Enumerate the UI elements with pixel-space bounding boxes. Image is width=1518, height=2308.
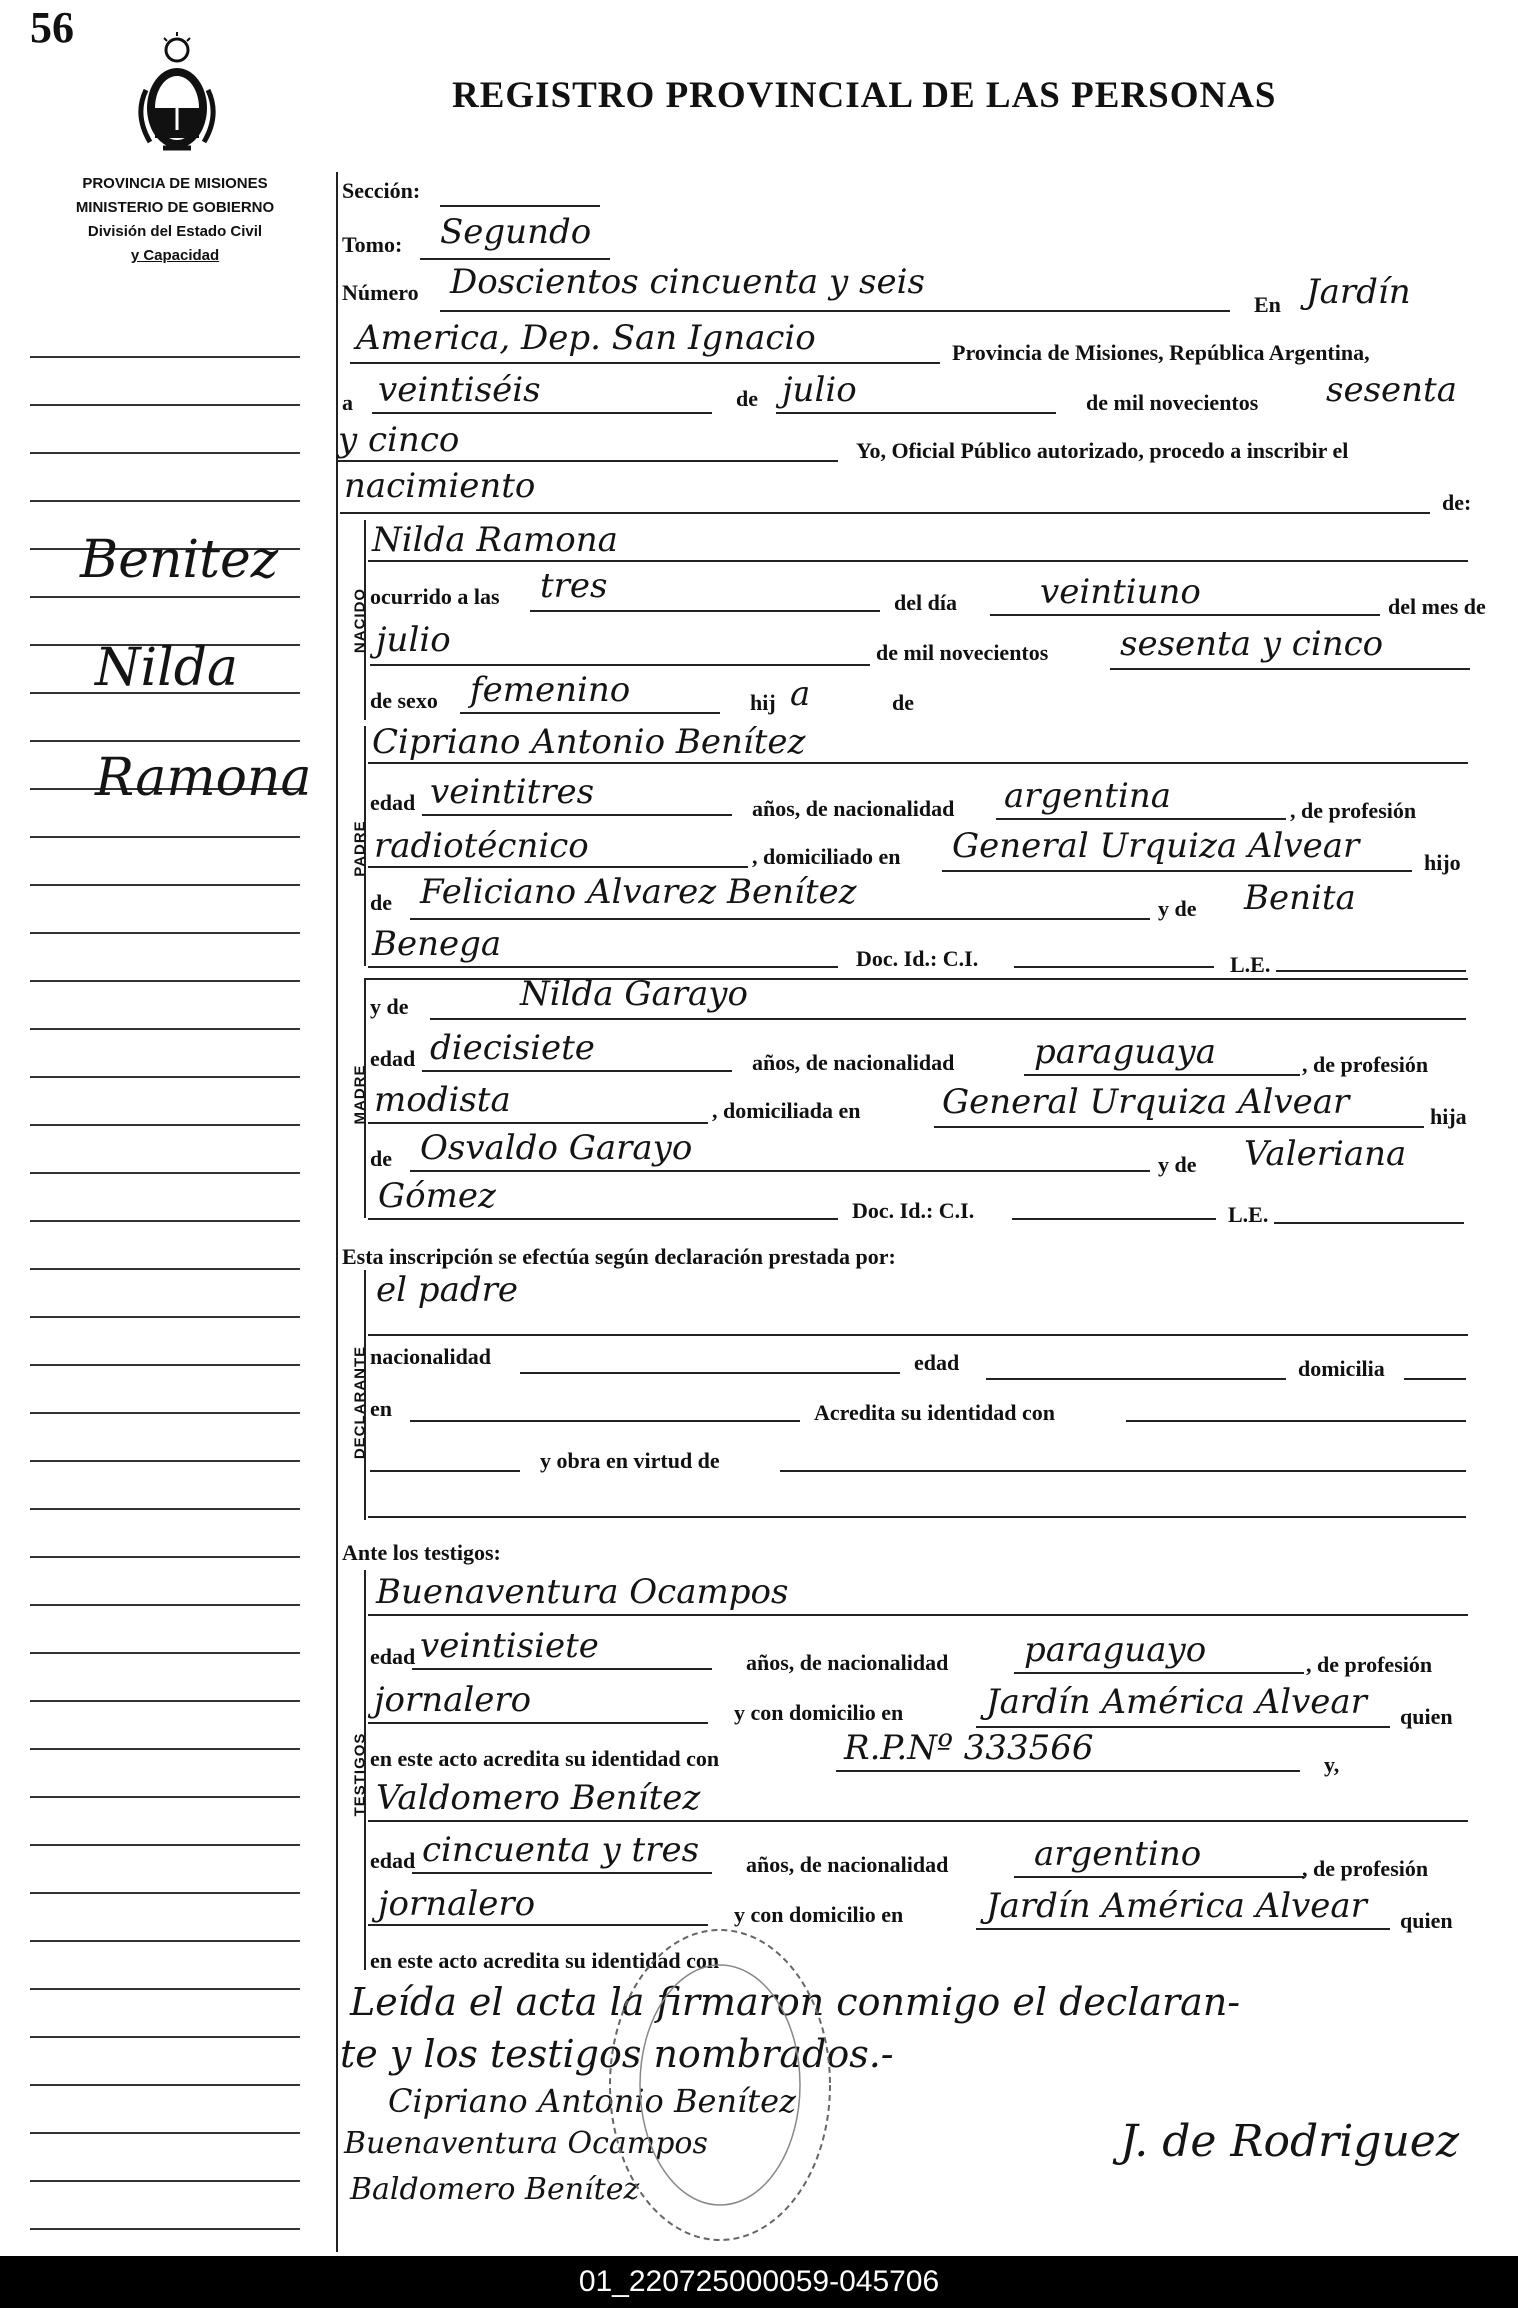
ante-testigos-label: Ante los testigos: xyxy=(342,1540,501,1565)
en-value: Jardín xyxy=(1306,272,1411,312)
t2-dom-value: Jardín América Alvear xyxy=(986,1886,1367,1926)
padre-nombre-value: Cipriano Antonio Benítez xyxy=(372,722,806,762)
coat-of-arms-icon xyxy=(128,30,226,160)
t2-acredita-label: en este acto acredita su identidad con xyxy=(370,1948,720,1973)
t2-edad-value: cincuenta y tres xyxy=(422,1830,700,1870)
document-id-footer: 01_220725000059-045706 xyxy=(0,2256,1518,2308)
t2-edad-label: edad xyxy=(370,1848,416,1873)
madre-de-label: de xyxy=(370,1146,392,1171)
padre-dom-label: , domiciliado en xyxy=(752,844,901,869)
tomo-label: Tomo: xyxy=(342,232,403,257)
declarante-en-label: en xyxy=(370,1396,392,1421)
padre-madre1-value: Benita xyxy=(1244,878,1356,918)
anio-nac-value: sesenta y cinco xyxy=(1120,624,1384,664)
en-label: En xyxy=(1254,292,1281,317)
anio1-value: sesenta xyxy=(1326,370,1457,410)
padre-y-de-label: y de xyxy=(1158,896,1197,921)
madre-edad-label: edad xyxy=(370,1046,416,1071)
madre-hija-label: hija xyxy=(1430,1104,1467,1129)
t1-edad-value: veintisiete xyxy=(420,1626,599,1666)
t2-dom-label: y con domicilio en xyxy=(734,1902,904,1927)
t1-prof-value: jornalero xyxy=(374,1680,532,1720)
t2-nombre-value: Valdomero Benítez xyxy=(376,1778,701,1818)
nacido-section-label: NACIDO xyxy=(351,587,369,654)
padre-section-label: PADRE xyxy=(351,820,369,877)
del-mes-label: del mes de xyxy=(1388,594,1486,619)
margin-surname: Benitez xyxy=(80,530,279,590)
seccion-label: Sección: xyxy=(342,178,421,203)
padre-nac-label: años, de nacionalidad xyxy=(752,796,955,821)
madre-nombre-value: Nilda Garayo xyxy=(520,974,748,1014)
hora-value: tres xyxy=(540,566,608,606)
t1-nombre-value: Buenaventura Ocampos xyxy=(376,1572,789,1612)
nombre-value: Nilda Ramona xyxy=(372,520,618,560)
anio2-value: y cinco xyxy=(338,420,460,460)
padre-madre2-value: Benega xyxy=(372,924,502,964)
t1-acredita-label: en este acto acredita su identidad con xyxy=(370,1746,720,1771)
t1-prof-label: , de profesión xyxy=(1306,1652,1433,1677)
madre-dom-label: , domiciliada en xyxy=(712,1098,861,1123)
madre-nac-label: años, de nacionalidad xyxy=(752,1050,955,1075)
acto-value: nacimiento xyxy=(344,466,536,506)
madre-le-label: L.E. xyxy=(1228,1202,1269,1227)
t1-dom-value: Jardín América Alvear xyxy=(986,1682,1367,1722)
de-label: de xyxy=(736,386,758,411)
declarante-value: el padre xyxy=(376,1270,518,1310)
sexo-value: femenino xyxy=(470,670,631,710)
madre-prof-label: , de profesión xyxy=(1302,1052,1429,1077)
padre-dom-value: General Urquiza Alvear xyxy=(952,826,1360,866)
cierre-line-1: Leída el acta la firmaron conmigo el declaran- xyxy=(350,1980,1241,2024)
page-number: 56 xyxy=(30,3,74,52)
signature-testigo1: Buenaventura Ocampos xyxy=(344,2126,708,2161)
declarante-section-label: DECLARANTE xyxy=(351,1345,369,1460)
signature-oficial: J. de Rodriguez xyxy=(1120,2116,1460,2167)
madre-edad-value: diecisiete xyxy=(430,1028,595,1068)
padre-prof-label: , de profesión xyxy=(1290,798,1417,823)
t1-nac-value: paraguayo xyxy=(1024,1630,1207,1670)
t1-doc-value: R.P.Nº 333566 xyxy=(844,1728,1094,1768)
form-left-border xyxy=(336,172,338,2252)
de-colon-label: de: xyxy=(1442,490,1472,515)
t2-prof-label: , de profesión xyxy=(1302,1856,1429,1881)
margin-first-name: Nilda xyxy=(95,638,239,698)
de-sexo-label: de sexo xyxy=(370,688,438,713)
province-label: PROVINCIA DE MISIONES xyxy=(82,175,268,192)
madre-madre1-value: Valeriana xyxy=(1244,1134,1407,1174)
capacity-label: y Capacidad xyxy=(130,247,220,264)
dia-nac-value: veintiuno xyxy=(1040,572,1201,612)
padre-doc-label: Doc. Id.: C.I. xyxy=(856,946,979,971)
mes-value: julio xyxy=(782,370,857,410)
t2-nac-value: argentino xyxy=(1034,1834,1202,1874)
signature-testigo2: Baldomero Benítez xyxy=(350,2172,640,2207)
obra-label: y obra en virtud de xyxy=(540,1448,720,1473)
t1-y-label: y, xyxy=(1324,1752,1340,1777)
madre-madre2-value: Gómez xyxy=(378,1176,496,1216)
issuing-authority xyxy=(30,172,320,268)
de-mil-label: de mil novecientos xyxy=(1086,390,1259,415)
madre-y-de-label2: y de xyxy=(1158,1152,1197,1177)
t1-edad-label: edad xyxy=(370,1644,416,1669)
madre-section-label: MADRE xyxy=(351,1064,369,1125)
tomo-value: Segundo xyxy=(440,212,592,252)
cierre-line-2: te y los testigos nombrados.- xyxy=(340,2032,894,2076)
de-mil2-label: de mil novecientos xyxy=(876,640,1049,665)
t1-quien-label: quien xyxy=(1400,1704,1453,1729)
t1-nac-label: años, de nacionalidad xyxy=(746,1650,949,1675)
padre-prof-value: radiotécnico xyxy=(374,826,589,866)
padre-hijo-label: hijo xyxy=(1424,850,1461,875)
numero-value: Doscientos cincuenta y seis xyxy=(450,262,925,302)
t2-nac-label: años, de nacionalidad xyxy=(746,1852,949,1877)
inscripcion-label: Esta inscripción se efectúa según declaración prestada por: xyxy=(342,1244,896,1269)
acredita-label: Acredita su identidad con xyxy=(814,1400,1056,1425)
t2-prof-value: jornalero xyxy=(378,1884,536,1924)
t1-dom-label: y con domicilio en xyxy=(734,1700,904,1725)
madre-doc-label: Doc. Id.: C.I. xyxy=(852,1198,975,1223)
madre-nac-value: paraguaya xyxy=(1034,1032,1216,1072)
madre-prof-value: modista xyxy=(374,1080,511,1120)
padre-nac-value: argentina xyxy=(1004,776,1172,816)
del-dia-label: del día xyxy=(894,590,957,615)
declarante-edad-label: edad xyxy=(914,1350,960,1375)
margin-second-name: Ramona xyxy=(95,748,312,808)
ocurrido-label: ocurrido a las xyxy=(370,584,500,609)
padre-padre-value: Feliciano Alvarez Benítez xyxy=(420,872,857,912)
official-seal-icon xyxy=(600,1920,840,2250)
division-label: División del Estado Civil xyxy=(87,223,263,240)
hij-suffix-value: a xyxy=(790,674,811,714)
a-label: a xyxy=(342,390,353,415)
testigos-section-label: TESTIGOS xyxy=(351,1732,369,1817)
yo-label: Yo, Oficial Público autorizado, procedo a inscribir el xyxy=(856,438,1349,463)
de2-label: de xyxy=(892,690,914,715)
provincia-label: Provincia de Misiones, República Argentina, xyxy=(952,340,1370,365)
declarante-domicilia-label: domicilia xyxy=(1298,1356,1385,1381)
declarante-nac-label: nacionalidad xyxy=(370,1344,492,1369)
lugar-value: America, Dep. San Ignacio xyxy=(356,318,816,358)
madre-dom-value: General Urquiza Alvear xyxy=(942,1082,1350,1122)
t2-quien-label: quien xyxy=(1400,1908,1453,1933)
numero-label: Número xyxy=(342,280,419,305)
hij-label: hij xyxy=(750,690,776,715)
ministry-label: MINISTERIO DE GOBIERNO xyxy=(75,199,275,216)
padre-edad-value: veintitres xyxy=(430,772,595,812)
registry-title: REGISTRO PROVINCIAL DE LAS PERSONAS xyxy=(452,75,1277,116)
mes-nac-value: julio xyxy=(376,620,451,660)
madre-padre-value: Osvaldo Garayo xyxy=(420,1128,693,1168)
dia-value: veintiséis xyxy=(378,370,541,410)
padre-edad-label: edad xyxy=(370,790,416,815)
padre-le-label: L.E. xyxy=(1230,952,1271,977)
signature-padre: Cipriano Antonio Benítez xyxy=(388,2082,796,2120)
padre-de-label: de xyxy=(370,890,392,915)
madre-y-de-label: y de xyxy=(370,994,409,1019)
